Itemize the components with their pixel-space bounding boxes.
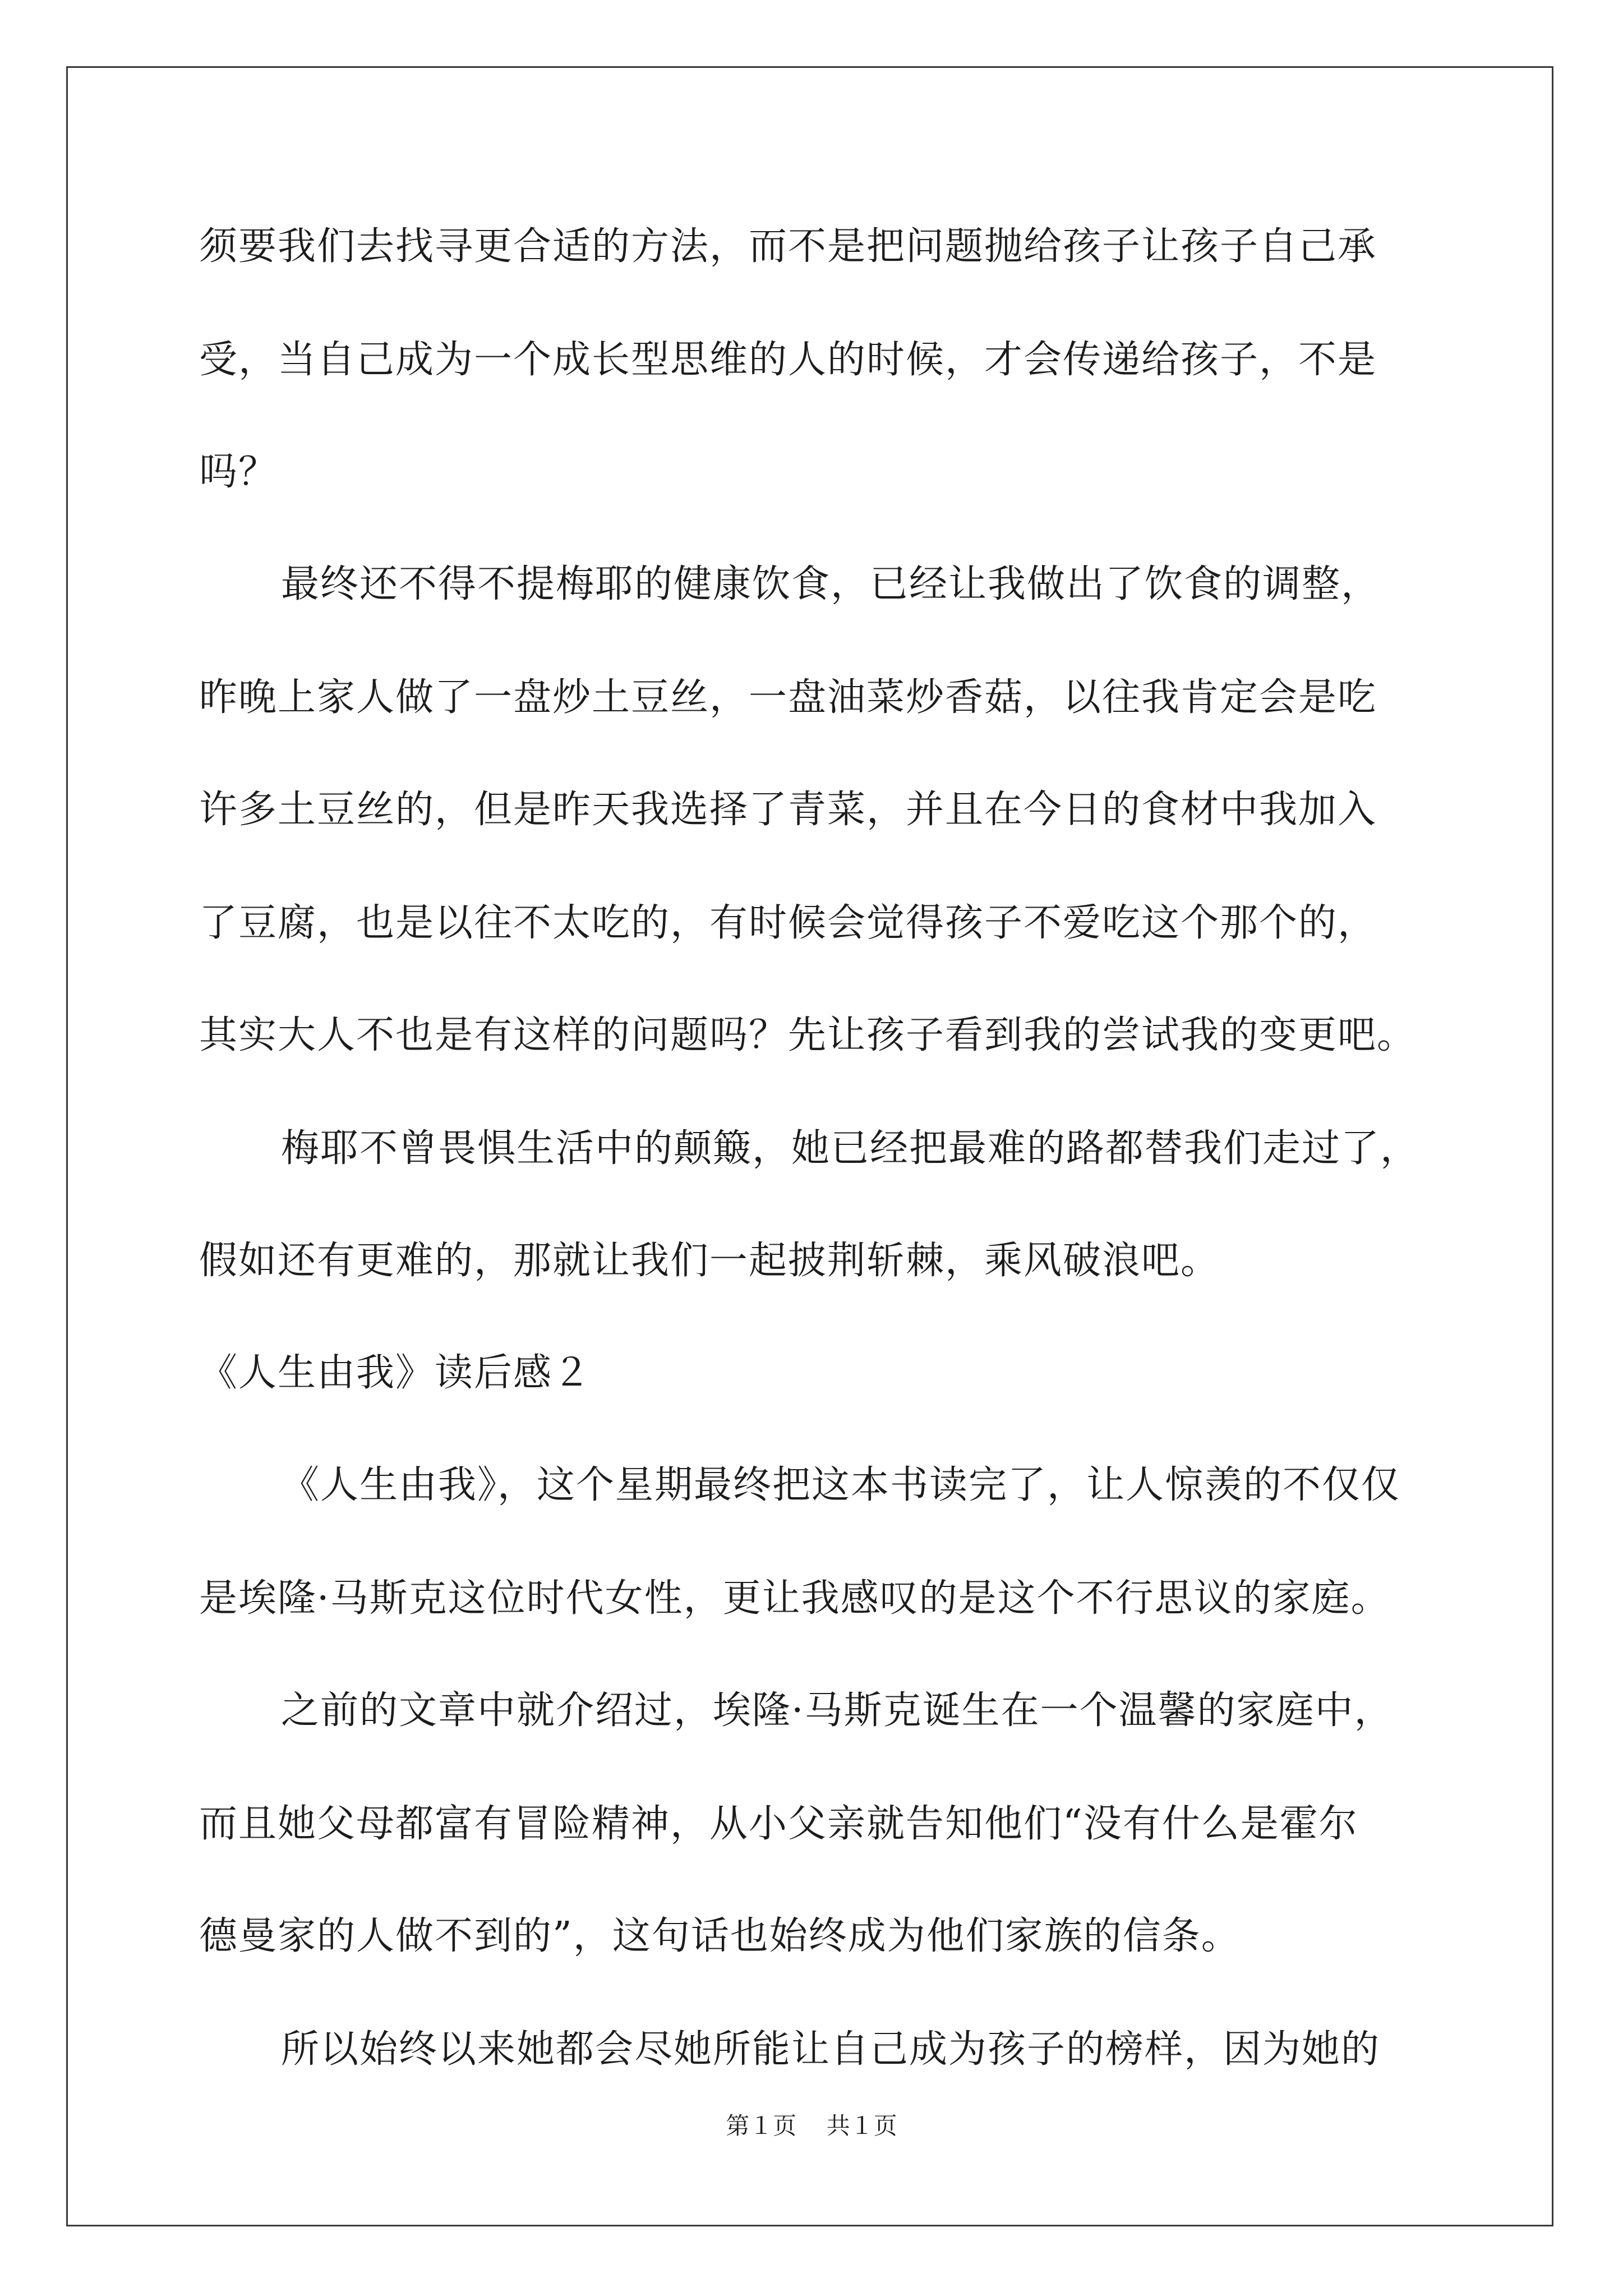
text-line: 而且她父母都富有冒险精神，从小父亲就告知他们“没有什么是霍尔 — [199, 1802, 1358, 1846]
text-line: 了豆腐，也是以往不太吃的，有时候会觉得孩子不爱吃这个那个的， — [199, 901, 1377, 945]
text-line: 是埃隆·马斯克这位时代女性，更让我感叹的是这个不行思议的家庭。 — [199, 1576, 1390, 1621]
page-number: 第１页 — [726, 2112, 797, 2139]
text-line: 须要我们去找寻更合适的方法，而不是把问题抛给孩子让孩子自己承 — [199, 224, 1377, 269]
page-footer — [0, 2109, 1623, 2143]
section-heading: 《人生由我》读后感２ — [199, 1351, 592, 1395]
text-line: 德曼家的人做不到的”，这句话也始终成为他们家族的信条。 — [199, 1914, 1241, 1958]
paragraph-start-line: 之前的文章中就介绍过，埃隆·马斯克诞生在一个温馨的家庭中， — [281, 1688, 1394, 1733]
paragraph-start-line: 所以始终以来她都会尽她所能让自己成为孩子的榜样，因为她的 — [281, 2027, 1381, 2072]
page-total: 共１页 — [826, 2112, 897, 2139]
text-line: 假如还有更难的，那就让我们一起披荆斩棘，乘风破浪吧。 — [199, 1239, 1220, 1283]
text-line: 许多土豆丝的，但是昨天我选择了青菜，并且在今日的食材中我加入 — [199, 788, 1377, 832]
text-line: 吗？ — [199, 450, 278, 494]
paragraph-start-line: 梅耶不曾畏惧生活中的颠簸，她已经把最难的路都替我们走过了， — [281, 1126, 1420, 1171]
paragraph-start-line: 最终还不得不提梅耶的健康饮食，已经让我做出了饮食的调整， — [281, 562, 1381, 606]
text-line: 其实大人不也是有这样的问题吗？先让孩子看到我的尝试我的变更吧。 — [199, 1013, 1417, 1057]
paragraph-start-line: 《人生由我》，这个星期最终把这本书读完了，让人惊羡的不仅仅 — [281, 1463, 1401, 1507]
text-line: 昨晚上家人做了一盘炒土豆丝，一盘油菜炒香菇，以往我肯定会是吃 — [199, 675, 1377, 720]
text-line: 受，当自己成为一个成长型思维的人的时候，才会传递给孩子，不是 — [199, 338, 1377, 382]
